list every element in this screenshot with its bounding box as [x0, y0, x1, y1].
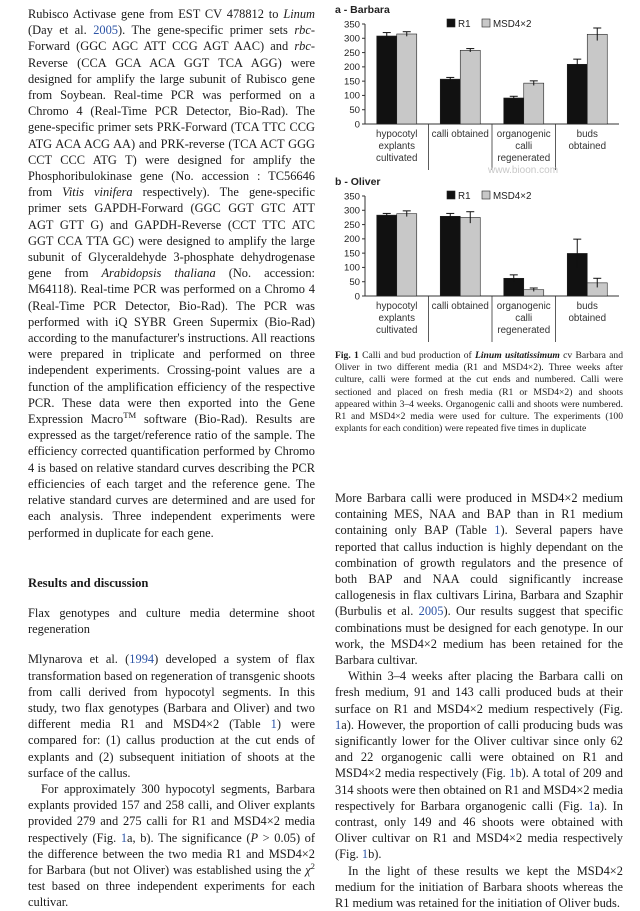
- category-label: regenerated: [497, 325, 551, 336]
- y-tick-label: 150: [343, 248, 360, 260]
- bar-msd42-0: [397, 214, 417, 296]
- y-tick-label: 0: [354, 119, 360, 131]
- left-column: [28, 6, 315, 911]
- category-label: obtained: [568, 313, 607, 324]
- category-label: calli obtained: [431, 301, 489, 312]
- y-tick-label: 100: [343, 262, 360, 274]
- category-label: buds: [576, 301, 598, 312]
- category-label: cultivated: [376, 153, 418, 164]
- chart-b-title: b - Oliver: [335, 176, 381, 188]
- y-tick-label: 250: [343, 219, 360, 231]
- bar-r1-1: [440, 216, 460, 296]
- bar-msd42-3: [587, 34, 607, 124]
- chart-a-barbara: [335, 16, 623, 174]
- subsection-heading: Flax genotypes and culture media determine shoot regeneration: [28, 605, 315, 637]
- bar-r1-1: [440, 79, 460, 124]
- category-label: obtained: [568, 141, 607, 152]
- figure-1: [335, 4, 623, 445]
- figure-caption: Fig. 1 Calli and bud production of Linum usitatissimum cv Barbara and Oliver in two different media (R1 and MSD4×2). Three weeks after culture, calli were formed at the cut ends and numbered. Calli were sectioned and placed on fresh media (R1 or MSD4×2) and shoots appeared within 3–4 weeks. Organogenic calli and shoots were numbered. R1 and MSD4×2 media were used for culture. The experiments (100 explants for each condition) were repeated five times in duplicate: [335, 350, 624, 435]
- y-tick-label: 150: [343, 76, 360, 88]
- watermark: www.bioon.com: [488, 165, 559, 176]
- legend-label: R1: [458, 191, 471, 202]
- y-tick-label: 200: [343, 62, 360, 74]
- legend-label: MSD4×2: [493, 191, 532, 202]
- y-tick-label: 50: [349, 277, 360, 289]
- bar-r1-0: [377, 36, 397, 124]
- category-label: explants: [378, 313, 415, 324]
- category-label: hypocotyl: [376, 301, 418, 312]
- bar-msd42-1: [460, 217, 480, 296]
- category-label: organogenic: [496, 301, 551, 312]
- y-tick-label: 250: [343, 47, 360, 59]
- bar-msd42-1: [460, 50, 480, 124]
- y-tick-label: 200: [343, 234, 360, 246]
- y-tick-label: 350: [343, 191, 360, 203]
- legend-swatch: [447, 191, 455, 199]
- right-column: [335, 490, 623, 911]
- discussion-paragraph-3: In the light of these results we kept the MSD4×2 medium for the initiation of Barbara shoots whereas the R1 medium was retained for the initiation of Oliver buds.: [335, 863, 623, 911]
- discussion-paragraph-1: More Barbara calli were produced in MSD4×2 medium containing MES, NAA and BAP than in R1 medium containing only BAP (Table 1). Several papers have reported that callus induction is highly dependant on the combination of growth regulators and the presence of both BAP and NAA could significantly increase callogenesis in flax cultivars Lirina, Barbara and Szaphir (Burbulis et al. 2005). Our results suggest that specific combinations must be designed for each genotype. In our work, the MSD4×2 medium has been retained for the Barbara cultivar.: [335, 491, 623, 668]
- legend-swatch: [447, 19, 455, 27]
- category-label: explants: [378, 141, 415, 152]
- results-paragraph-1: Mlynarova et al. (1994) developed a system of flax transformation based on regeneration of transgenic shoots from calli derived from hypocotyl segments. In this study, two flax genotypes (Barbara and Oliver) and two different media R1 and MSD4×2 (Table 1) were compared for: (1) callus production at the cut ends of explants and (2) subsequent initiation of shoots at the surface of the callus.: [28, 652, 315, 780]
- bar-r1-2: [504, 98, 524, 124]
- y-tick-label: 300: [343, 33, 360, 45]
- category-label: calli: [515, 141, 533, 152]
- legend-swatch: [482, 19, 490, 27]
- y-tick-label: 0: [354, 291, 360, 303]
- y-tick-label: 100: [343, 90, 360, 102]
- legend-label: MSD4×2: [493, 19, 532, 30]
- y-tick-label: 50: [349, 105, 360, 117]
- category-label: calli obtained: [431, 129, 489, 140]
- chart-a-title: a - Barbara: [335, 4, 390, 16]
- bar-r1-3: [567, 64, 587, 124]
- section-heading: Results and discussion: [28, 575, 149, 590]
- discussion-paragraph-2: Within 3–4 weeks after placing the Barbara calli on fresh medium, 91 and 143 calli produced buds at their surface on R1 and MSD4×2 medium respectively (Fig. 1a). However, the proportion of calli producing buds was significantly lower for the Oliver cultivar since only 62 and 22 organogenic calli were obtained on R1 and MSD4×2 media respectively (Fig. 1b). A total of 209 and 314 shoots were then obtained on R1 and MSD4×2 media respectively for Barbara organogenic calli (Fig. 1a). In contrast, only 149 and 46 shoots were obtained with Oliver cultivar on R1 and MSD4×2 media respectively (Fig. 1b).: [335, 669, 623, 862]
- chart-b-oliver: [335, 188, 623, 346]
- bar-msd42-0: [397, 34, 417, 124]
- methods-paragraph: Rubisco Activase gene from EST CV 478812 to Linum (Day et al. 2005). The gene-specific primer sets rbc-Forward (GGC AGC ATT CCG AGT AAC) and rbc-Reverse (CCA GCA ACA GGT TCA AGG) were designed for amplify the large subunit of Rubisco gene from Soybean. Real-time PCR was performed on a Chromo 4 (Real-Time PCR Detector, Bio-Rad). The gene-specific primer sets PRK-Forward (TCA TTC CCG ATG ACA ACG AA) and PRK-reverse (TCA ACT GGG CCT CCC ATG T) were designed for amplify the Phosphoribulokinase gene (No. accession : TC56646 from Vitis vinifera respectively). The gene-specific primer sets GAPDH-Forward (GGC GGT GTC ATT AGT GTT G) and GAPDH-Reverse (CCT TTC ATC GGT CCA TTA GC) were designed to amplify the large subunit of Glyceraldehyde 3-phosphate dehydrogenase gene from Arabidopsis thaliana (No. accession: M64118). Real-time PCR was performed on a Chromo 4 (Real-Time PCR Detector, Bio-Rad). The PCR was performed with iQ SYBR Green Supermix (Bio-Rad) according to the manufacturer's instructions. All reactions were prepared in triplicate and performed on three independent experiments. Crossing-point values are a function of the amplification efficiency of the respective PCR. These data were then exported into the Gene Expression Macro™ software (Bio-Rad). Results are expressed as the target/reference ratio of the sample. The efficiency corrected quantification performed by Chromo 4 is based on relative standard curves describing the PCR efficiencies of each target and the reference gene. The relative standard curves are determined and are used for each analysis. Three independent experiments were performed in duplicate for each gene.: [28, 7, 315, 540]
- category-label: buds: [576, 129, 598, 140]
- category-label: cultivated: [376, 325, 418, 336]
- y-tick-label: 350: [343, 19, 360, 31]
- category-label: regenerated: [497, 153, 551, 164]
- bar-msd42-2: [524, 83, 544, 124]
- bar-r1-0: [377, 215, 397, 296]
- y-tick-label: 300: [343, 205, 360, 217]
- category-label: hypocotyl: [376, 129, 418, 140]
- results-paragraph-2: For approximately 300 hypocotyl segments, Barbara explants provided 157 and 258 calli, and Oliver explants provided 279 and 275 calli for R1 and MSD4×2 media respectively (Fig. 1a, b). The significance (P > 0.05) of the difference between the two media R1 and MSD4×2 for Barbara (but not Oliver) was established using the $\chi^2$ test based on three independent experiments for each cultivar.: [28, 781, 316, 910]
- legend-swatch: [482, 191, 490, 199]
- category-label: organogenic: [496, 129, 551, 140]
- legend-label: R1: [458, 19, 471, 30]
- category-label: calli: [515, 313, 533, 324]
